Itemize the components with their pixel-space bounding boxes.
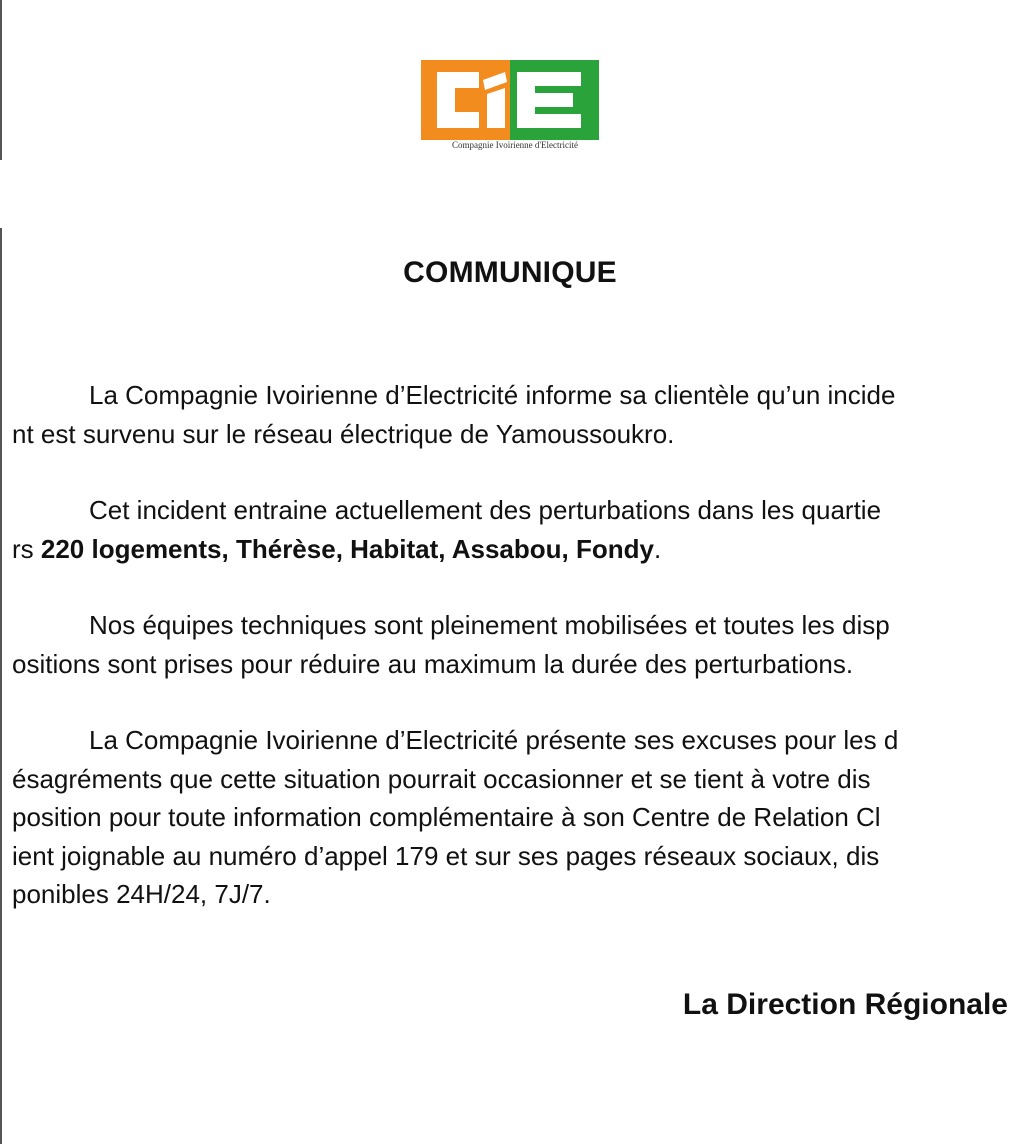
paragraph-3-line-2: ositions sont prises pour réduire au maximum la durée des perturbations.: [12, 648, 854, 679]
page-edge-line-top: [0, 0, 2, 160]
paragraph-2-line-2-prefix: rs: [12, 533, 41, 564]
paragraph-4: [12, 721, 1012, 914]
paragraph-1-line-2: nt est survenu sur le réseau électrique de Yamoussoukro.: [12, 418, 675, 449]
logo-tagline: Compagnie Ivoirienne d'Electricité: [451, 140, 579, 150]
paragraph-2: [12, 491, 1012, 568]
paragraph-4-line-5: ponibles 24H/24, 7J/7.: [12, 879, 271, 909]
page-edge-line-bottom: [0, 228, 2, 1144]
paragraph-4-line-4: ient joignable au numéro d’appel 179 et sur ses pages réseaux sociaux, dis: [12, 840, 880, 871]
paragraph-3-line-1: Nos équipes techniques sont pleinement mobilisées et toutes les disp: [89, 610, 890, 640]
communique-body: [12, 376, 1012, 952]
paragraph-4-line-3: position pour toute information complémentaire à son Centre de Relation Cl: [12, 802, 881, 832]
paragraph-1: [12, 376, 1012, 453]
paragraph-3: [12, 606, 1012, 683]
paragraph-1-line-1: La Compagnie Ivoirienne d’Electricité informe sa clientèle qu’un incide: [89, 380, 896, 410]
paragraph-2-line-1: Cet incident entraine actuellement des perturbations dans les quartie: [89, 495, 882, 525]
paragraph-2-line-2: [12, 530, 1012, 569]
paragraph-2-line-2-suffix: .: [653, 533, 662, 564]
affected-neighborhoods: 220 logements, Thérèse, Habitat, Assabou, Fondy: [40, 533, 654, 564]
signature: La Direction Régionale: [682, 988, 1008, 1021]
paragraph-4-line-2: ésagréments que cette situation pourrait occasionner et se tient à votre dis: [12, 763, 871, 794]
cie-logo: [421, 60, 599, 156]
page-title: COMMUNIQUE: [403, 256, 617, 289]
paragraph-4-line-1: La Compagnie Ivoirienne d’Electricité présente ses excuses pour les d: [89, 725, 899, 755]
cie-logo-mark: [421, 60, 599, 140]
